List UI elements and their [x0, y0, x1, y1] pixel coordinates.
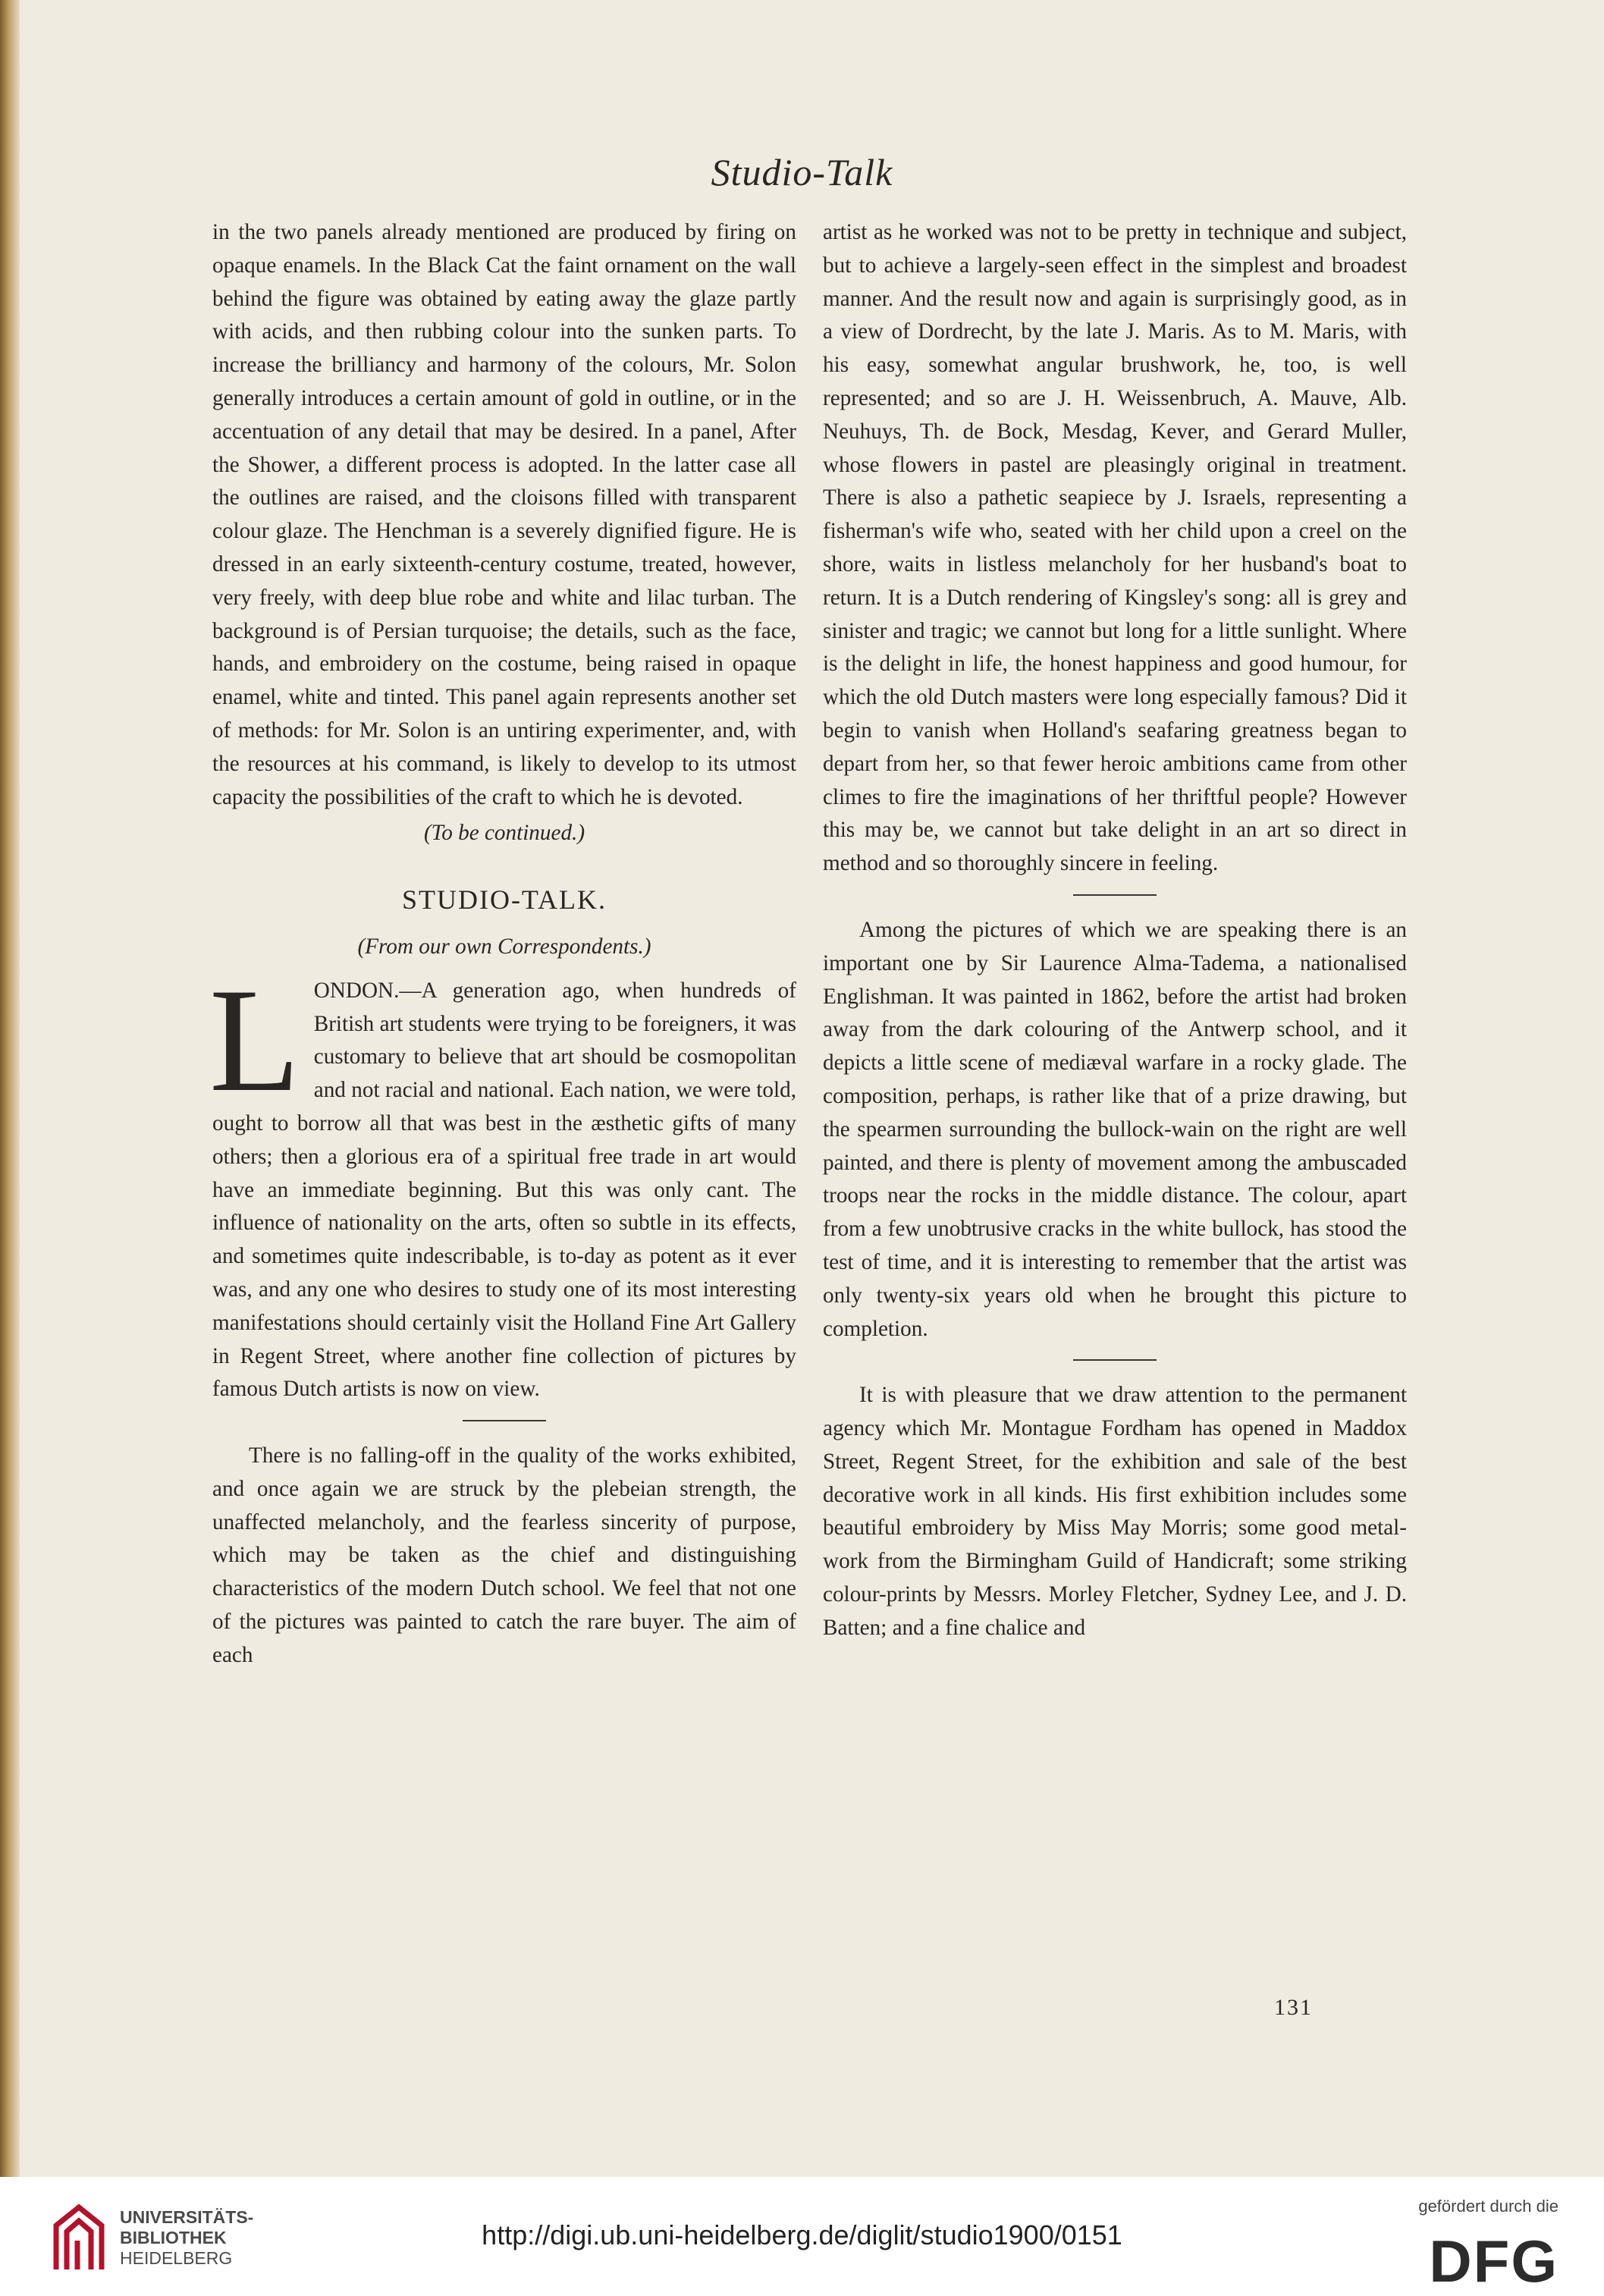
continued-note: (To be continued.) [423, 821, 585, 846]
section-rule [463, 1420, 546, 1421]
page-number: 131 [1274, 1995, 1313, 2020]
right-paragraph-2: Among the pictures of which we are speaking there is an important one by Sir Laurence Alma-Tadema, a nationalised Englishman. It was painted in 1862, before the artist had broken away from the dark colouring of the Antwerp school, and it depicts a little scene of mediæval warfare in a rocky glade. The composition, perhaps, is rather like that of a prize drawing, but the spearmen surrounding the bullock-wain on the right are well painted, and there is plenty of movement among the ambuscaded troops near the rocks in the middle distance. The colour, apart from a few unobtrusive cracks in the white bullock, has stood the test of time, and it is interesting to remember that the artist was only twenty-six years old when he brought this picture to completion. [823, 917, 1407, 1341]
funding-text: gefördert durch die [1418, 2197, 1558, 2216]
right-paragraph-3: It is with pleasure that we draw attention to the permanent agency which Mr. Montague Fordham has opened in Maddox Street, Regent Street, for the exhibition and sale of the best decorative work in all kinds. His first exhibition includes some beautiful embroidery by Miss May Morris; some good metal-work from the Birmingham Guild of Handicraft; some striking colour-prints by Messrs. Morley Fletcher, Sydney Lee, and J. D. Batten; and a fine chalice and [823, 1383, 1407, 1640]
section-rule [1073, 894, 1157, 896]
left-paragraph-2 [209, 957, 796, 1406]
dfg-logo: DFG [1429, 2228, 1558, 2294]
drop-cap: L [209, 957, 300, 1123]
right-paragraph-1: artist as he worked was not to be pretty in technique and subject, but to achieve a largely-seen effect in the simplest and broadest manner. And the result now and again is surprisingly good, as in a view of Dordrecht, by the late J. Maris. As to M. Maris, with his easy, somewhat angular brushwork, he, too, is well represented; and so are J. H. Weissenbruch, A. Mauve, Alb. Neuhuys, Th. de Bock, Mesdag, Kever, and Gerard Muller, whose flowers in pastel are pleasingly original in treatment. There is also a pathetic seapiece by J. Israels, representing a fisherman's wife who, seated with her child upon a creel on the shore, waits in listless melancholy for her husband's boat to return. It is a Dutch rendering of Kingsley's song: all is grey and sinister and tragic; we cannot but long for a little sunlight. Where is the delight in life, the honest happiness and good humour, for which the old Dutch masters were long especially famous? Did it begin to vanish when Holland's seafaring greatness began to depart from her, so that fewer heroic ambitions came from other climes to fire the imaginations of her thriftful people? However this may be, we cannot but take delight in an art so direct in method and so thoroughly sincere in feeling. [823, 220, 1407, 876]
running-head: Studio-Talk [711, 151, 893, 193]
source-url-link[interactable]: http://digi.ub.uni-heidelberg.de/diglit/studio1900/0151 [482, 2219, 1122, 2250]
library-name-line3: HEIDELBERG [120, 2248, 233, 2268]
right-column [823, 216, 1407, 1645]
section-rule [1073, 1359, 1157, 1361]
left-paragraph-2-text: ONDON.—A generation ago, when hundreds of British art students were trying to be foreigners, it was customary to believe that art should be cosmopolitan and not racial and national. Each nation, we were told, ought to borrow all that was best in the æsthetic gifts of many others; then a glorious era of a spiritual free trade in art would have an immediate beginning. But this was only cant. The influence of nationality on the arts, often so subtle in its effects, and sometimes quite indescribable, is to-day as potent as it ever was, and any one who desires to study one of its most interesting manifestations should certainly visit the Holland Fine Art Gallery in Regent Street, where another fine collection of pictures by famous Dutch artists is now on view. [212, 978, 796, 1402]
book-spine-edge [0, 0, 20, 2177]
library-name-line2: BIBLIOTHEK [120, 2228, 227, 2247]
library-name-line1: UNIVERSITÄTS- [120, 2207, 254, 2227]
section-subheading: (From our own Correspondents.) [357, 934, 651, 959]
section-heading: STUDIO-TALK. [401, 884, 607, 916]
left-paragraph-1: in the two panels already mentioned are produced by firing on opaque enamels. In the Black Cat the faint ornament on the wall behind the figure was obtained by eating away the glaze partly with acids, and then rubbing colour into the sunken parts. To increase the brilliancy and harmony of the colours, Mr. Solon generally introduces a certain amount of gold in outline, or in the accentuation of any detail that may be desired. In a panel, After the Shower, a different process is adopted. In the latter case all the outlines are raised, and the cloisons filled with transparent colour glaze. The Henchman is a severely dignified figure. He is dressed in an early sixteenth-century costume, treated, however, very freely, with deep blue robe and white and lilac turban. The background is of Persian turquoise; the details, such as the face, hands, and embroidery on the costume, being raised in opaque enamel, white and tinted. This panel again represents another set of methods: for Mr. Solon is an untiring experimenter, and, with the resources at his command, is likely to develop to its utmost capacity the possibilities of the craft to which he is devoted. [212, 220, 796, 809]
left-paragraph-3: There is no falling-off in the quality of the works exhibited, and once again we are struck by the plebeian strength, the unaffected melancholy, and the fearless sincerity of purpose, which may be taken as the chief and distinguishing characteristics of the modern Dutch school. We feel that not one of the pictures was painted to catch the rare buyer. The aim of each [212, 1443, 796, 1667]
digitization-footer [0, 2177, 1604, 2296]
left-column [209, 216, 796, 1673]
